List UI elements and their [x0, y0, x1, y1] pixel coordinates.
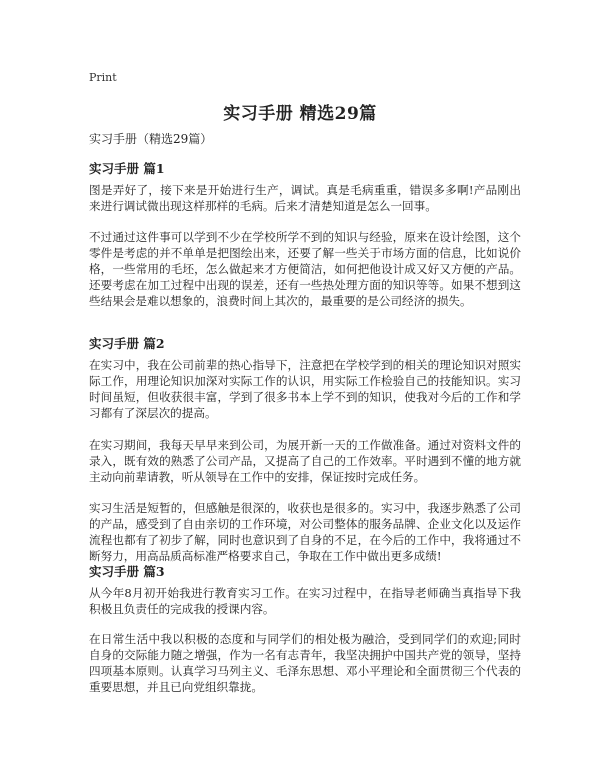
section-2-paragraph-1: 在实习中，我在公司前辈的热心指导下，注意把在学校学到的相关的理论知识对照实际工作，用理论知识加深对实际工作的认识，用实际工作检验自己的技能知识。实习时间虽短，但收获很丰富，学到了很多书本上学不到的知识，使我对今后的工作和学习都有了深层次的提高。: [89, 358, 521, 420]
section-2-heading: 实习手册 篇2: [89, 336, 165, 351]
section-2-paragraph-3: 实习生活是短暂的，但感触是很深的，收获也是很多的。实习中，我逐步熟悉了公司的产品，感受到了自由亲切的工作环境，对公司整体的服务品牌、企业文化以及运作流程也都有了初步了解，同时也意识到了自身的不足，在今后的工作中，我将通过不断努力，用高品质高标准严格要求自己，争取在工作中做出更多成绩!: [89, 501, 521, 563]
section-3-heading: 实习手册 篇3: [89, 564, 165, 579]
document-subtitle: 实习手册（精选29篇）: [89, 132, 213, 146]
section-3-paragraph-2: 在日常生活中我以积极的态度和与同学们的相处极为融洽，受到同学们的欢迎;同时自身的交际能力随之增强，作为一名有志青年，我坚决拥护中国共产党的领导，坚持四项基本原则。认真学习马列主义、毛泽东思想、邓小平理论和全面贯彻三个代表的重要思想，并且已向党组织靠拢。: [89, 632, 521, 694]
print-label[interactable]: Print: [89, 71, 117, 84]
document-title: 实习手册 精选29篇: [223, 104, 377, 124]
section-2-paragraph-2: 在实习期间，我每天早早来到公司，为展开新一天的工作做准备。通过对资料文件的录入，既有效的熟悉了公司产品，又提高了自己的工作效率。平时遇到不懂的地方就主动向前辈请教，听从领导在工作中的安排，保证按时完成任务。: [89, 438, 521, 484]
section-1-paragraph-1: 图是弄好了，接下来是开始进行生产，调试。真是毛病重重，错误多多啊!产品刚出来进行调试微出现这样那样的毛病。后来才清楚知道是怎么一回事。: [89, 183, 521, 213]
section-1-heading: 实习手册 篇1: [89, 161, 165, 176]
section-1-paragraph-2: 不过通过这件事可以学到不少在学校所学不到的知识与经验，原来在设计绘图，这个零件是考虑的并不单单是把图绘出来，还要了解一些关于市场方面的信息，比如说价格，一些常用的毛坯，怎么做起来才方便简洁，如何把他设计成又好又方便的产品。还要考虑在加工过程中出现的误差，还有一些热处理方面的知识等等。如果不想到这些结果会是难以想象的，浪费时间上其次的，最重要的是公司经济的损失。: [89, 230, 521, 308]
section-3-paragraph-1: 从今年8月初开始我进行教育实习工作。在实习过程中，在指导老师确当真指导下我积极且负责任的完成我的授课内容。: [89, 586, 521, 616]
